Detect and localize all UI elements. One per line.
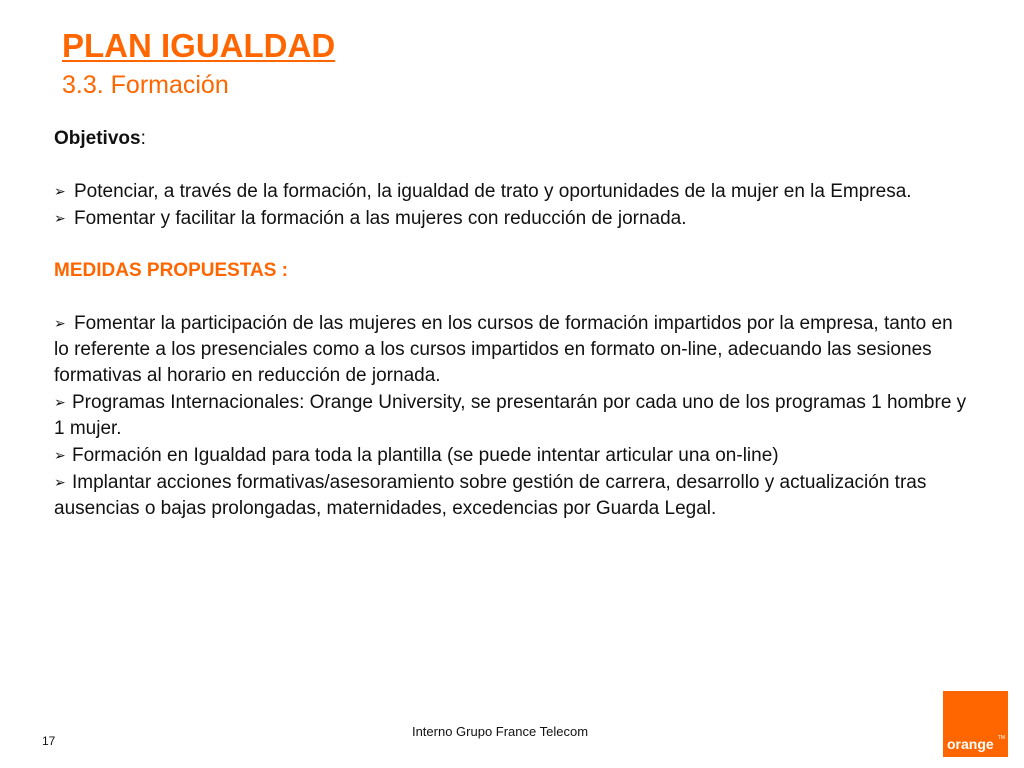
objective-item-text: Fomentar y facilitar la formación a las mujeres con reducción de jornada. [74, 208, 687, 229]
slide-body [54, 126, 969, 522]
objective-item-text: Potenciar, a través de la formación, la igualdad de trato y oportunidades de la mujer en la Empresa. [74, 181, 912, 202]
arrow-bullet-icon: ➢ [54, 394, 66, 410]
objective-item [54, 178, 969, 205]
measure-item [54, 442, 969, 469]
arrow-bullet-icon: ➢ [54, 183, 66, 199]
arrow-bullet-icon: ➢ [54, 474, 66, 490]
measure-item [54, 469, 969, 522]
arrow-bullet-icon: ➢ [54, 210, 66, 226]
measure-item [54, 310, 969, 389]
logo-trademark: TM [997, 735, 1005, 741]
orange-logo [943, 691, 1008, 757]
objective-item [54, 205, 969, 232]
measure-item-text: Formación en Igualdad para toda la plantilla (se puede intentar articular una on-line) [72, 445, 779, 466]
objectives-heading-colon: : [140, 128, 146, 149]
arrow-bullet-icon: ➢ [54, 447, 66, 463]
arrow-bullet-icon: ➢ [54, 315, 66, 331]
spacer [54, 284, 969, 310]
measure-item-text: Implantar acciones formativas/asesoramiento sobre gestión de carrera, desarrollo y actualización tras ausencias o bajas prolongadas, maternidades, excedencias por Guarda Legal. [54, 472, 927, 519]
measure-item-text: Programas Internacionales: Orange University, se presentarán por cada uno de los programas 1 hombre y 1 mujer. [54, 392, 967, 439]
measures-heading: MEDIDAS PROPUESTAS : [54, 260, 289, 281]
slide-number: 17 [42, 734, 56, 748]
measure-item [54, 389, 969, 442]
logo-text: orange [947, 736, 994, 752]
spacer [54, 232, 969, 258]
slide-title: PLAN IGUALDAD [62, 27, 336, 64]
slide-subtitle: 3.3. Formación [62, 71, 229, 99]
spacer [54, 152, 969, 178]
objectives-heading [54, 126, 969, 152]
objectives-heading-label: Objetivos [54, 128, 141, 149]
measure-item-text: Fomentar la participación de las mujeres en los cursos de formación impartidos por la empresa, tanto en lo referente a los presenciales como a los cursos impartidos en formato on-line, adecuando las sesiones formativas al horario en reducción de jornada. [54, 313, 953, 386]
footer-text: Interno Grupo France Telecom [411, 724, 589, 739]
